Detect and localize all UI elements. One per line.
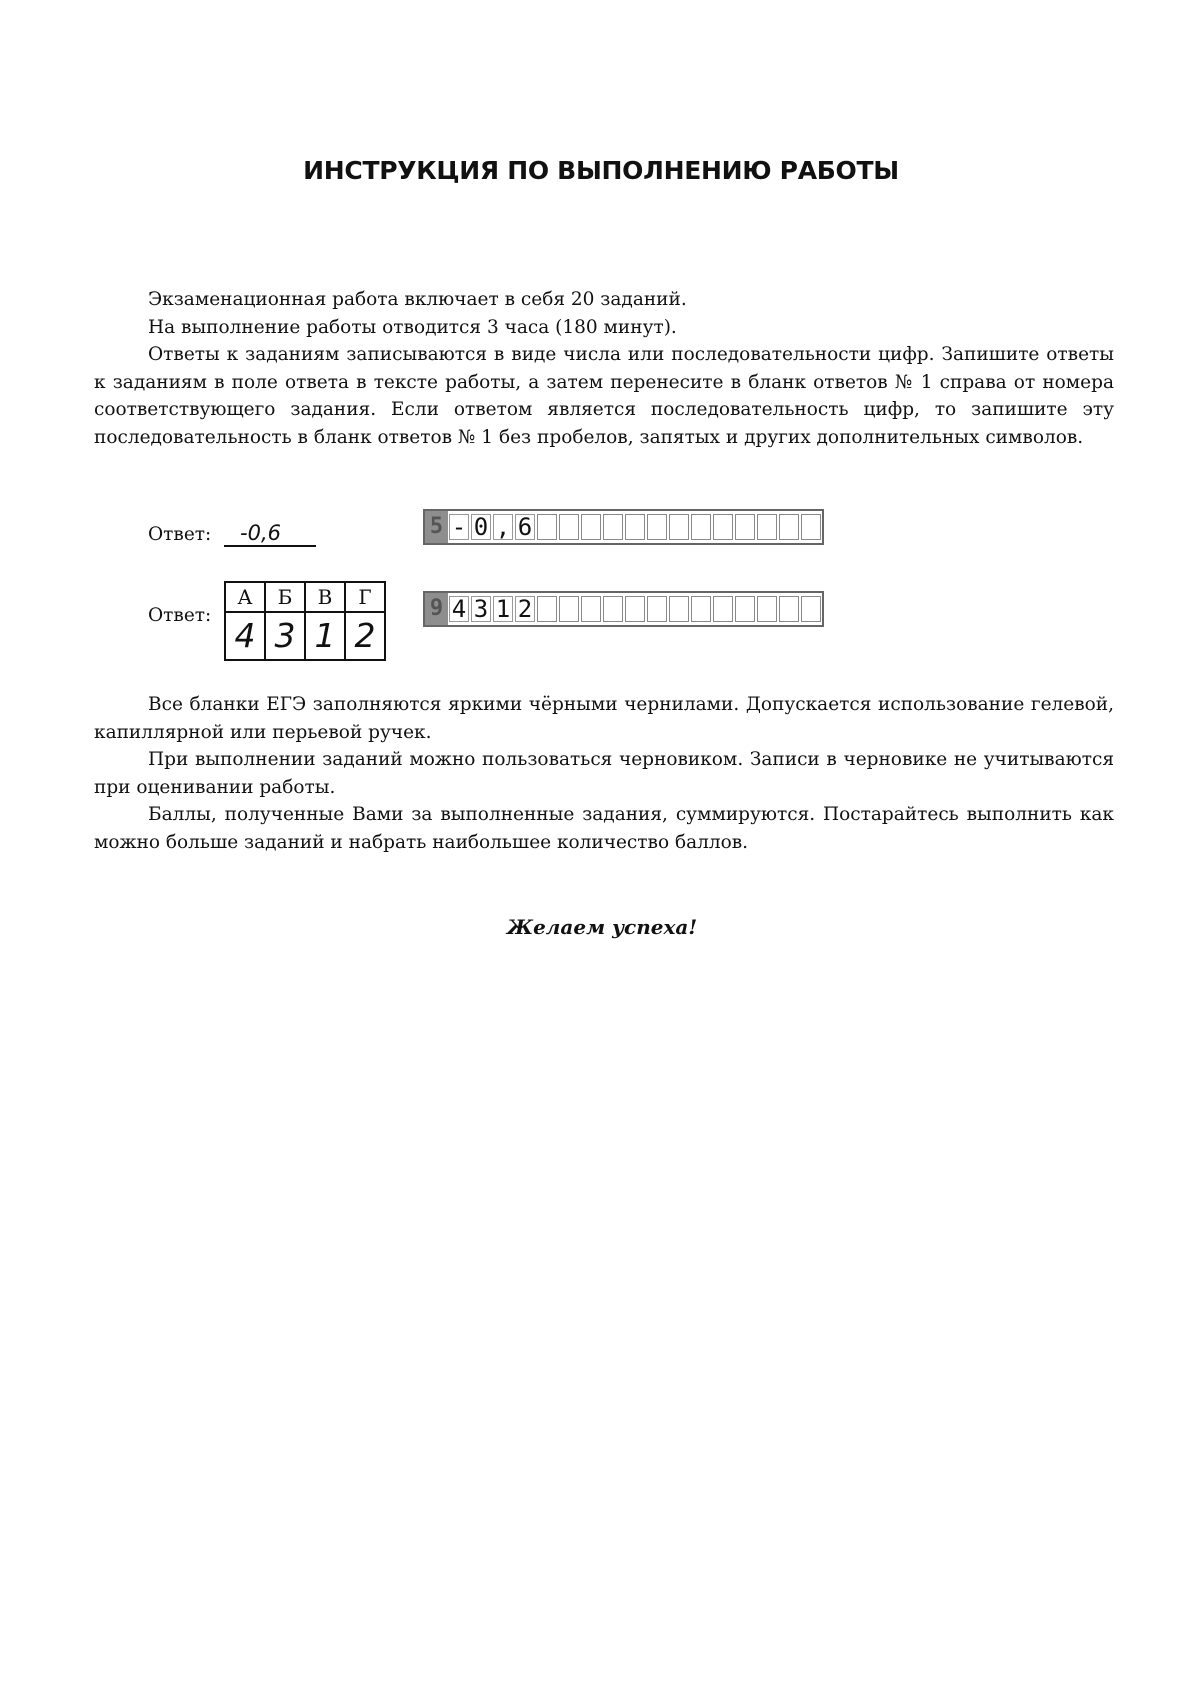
form-cell <box>757 514 777 540</box>
form-cell <box>713 596 733 622</box>
table-header-cell: А <box>225 582 265 612</box>
sample2-answer-label: Ответ: <box>148 605 212 626</box>
form-cell: - <box>449 514 469 540</box>
form-cell <box>581 596 601 622</box>
paragraph: На выполнение работы отводится 3 часа (180 минут). <box>148 316 677 338</box>
form-cell <box>559 514 579 540</box>
form-cell <box>801 514 821 540</box>
form-cell <box>779 596 799 622</box>
form-cell <box>647 514 667 540</box>
paragraph: Экзаменационная работа включает в себя 20 заданий. <box>148 289 687 310</box>
form-cell: 1 <box>493 596 513 622</box>
form-cell <box>713 514 733 540</box>
sample2-answer-table <box>224 581 386 661</box>
sample1-answer-label: Ответ: <box>148 524 212 545</box>
form-cell <box>625 596 645 622</box>
form-cell <box>669 596 689 622</box>
table-header-cell: В <box>305 582 345 612</box>
form-cell <box>603 514 623 540</box>
form-cell <box>581 514 601 540</box>
table-header-row <box>225 582 385 612</box>
form-cell <box>757 596 777 622</box>
paragraph: Все бланки ЕГЭ заполняются яркими чёрными чернилами. Допускается использование гелевой, капиллярной или перьевой ручек. <box>94 694 1114 743</box>
form-cell: 4 <box>449 596 469 622</box>
table-header-cell: Г <box>345 582 385 612</box>
closing-text <box>94 691 1114 856</box>
form-cell: 6 <box>515 514 535 540</box>
page-title: ИНСТРУКЦИЯ ПО ВЫПОЛНЕНИЮ РАБОТЫ <box>303 156 899 185</box>
form-task-number: 9 <box>425 593 448 625</box>
form-cell <box>735 596 755 622</box>
table-header-cell: Б <box>265 582 305 612</box>
form-cell <box>669 514 689 540</box>
form-cell <box>559 596 579 622</box>
form-cell <box>537 596 557 622</box>
form-cell <box>735 514 755 540</box>
intro-text <box>94 286 1114 451</box>
sample1-answer-value: -0,6 <box>224 521 316 547</box>
form-cell: , <box>493 514 513 540</box>
form-cell <box>537 514 557 540</box>
table-cell: 1 <box>305 612 345 660</box>
form-cell <box>603 596 623 622</box>
paragraph: При выполнении заданий можно пользоваться черновиком. Записи в черновике не учитываются при оценивании работы. <box>94 749 1114 798</box>
form-cell <box>691 514 711 540</box>
table-cell: 4 <box>225 612 265 660</box>
form-cell <box>779 514 799 540</box>
paragraph: Ответы к заданиям записываются в виде числа или последовательности цифр. Запишите ответы к заданиям в поле ответа в тексте работы, а затем перенесите в бланк ответов № 1 справа от номера соответствующего задания. Если ответом является последовательность цифр, то запишите эту последовательность в бланк ответов № 1 без пробелов, запятых и других дополнительных символов. <box>94 344 1114 448</box>
form-cell: 2 <box>515 596 535 622</box>
table-row <box>225 612 385 660</box>
sample1-answer-form <box>423 509 824 545</box>
form-cell <box>801 596 821 622</box>
form-cell <box>647 596 667 622</box>
form-cell: 0 <box>471 514 491 540</box>
sample2-answer-form <box>423 591 824 627</box>
table-cell: 2 <box>345 612 385 660</box>
closing-wish: Желаем успеха! <box>506 915 698 939</box>
table-cell: 3 <box>265 612 305 660</box>
form-cell: 3 <box>471 596 491 622</box>
form-cell <box>625 514 645 540</box>
paragraph: Баллы, полученные Вами за выполненные задания, суммируются. Постарайтесь выполнить как можно больше заданий и набрать наибольшее количество баллов. <box>94 804 1114 853</box>
form-task-number: 5 <box>425 511 448 543</box>
form-cell <box>691 596 711 622</box>
